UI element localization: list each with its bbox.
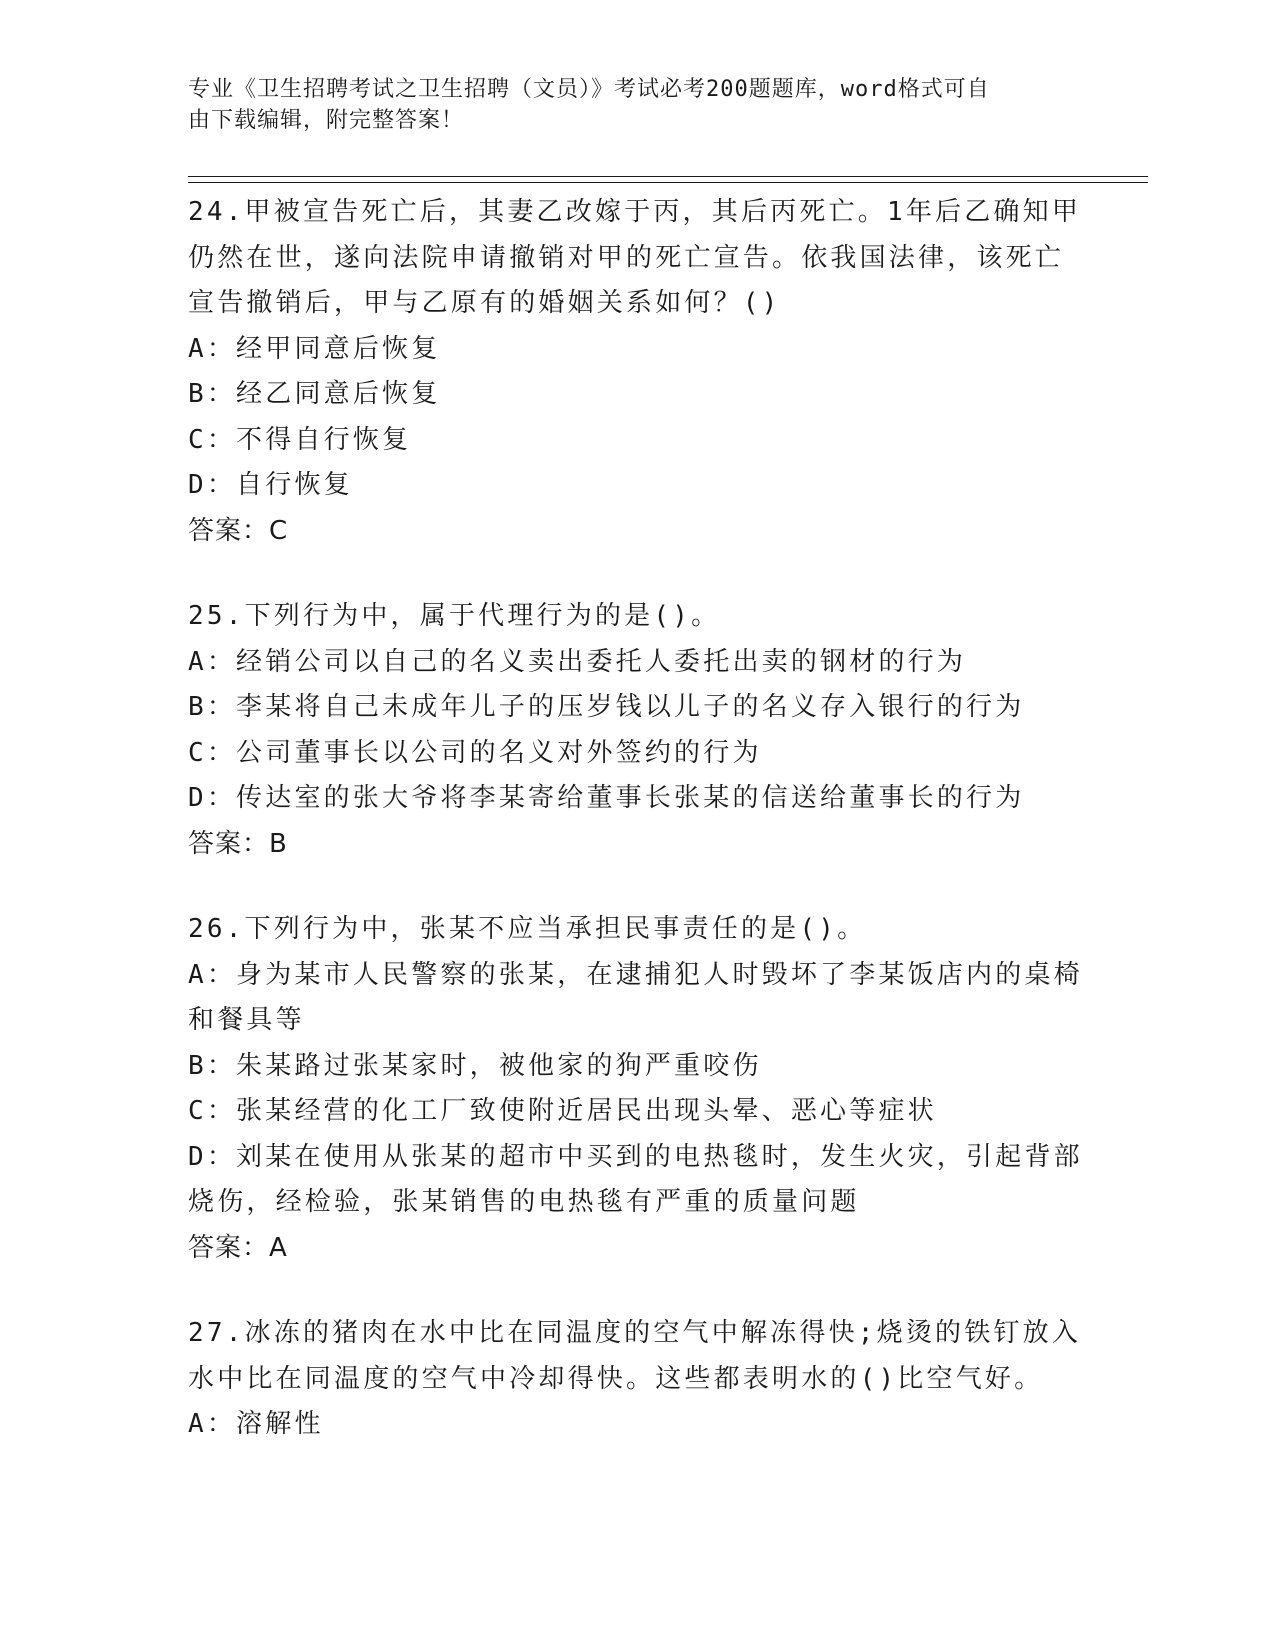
- answer-value: B: [269, 828, 288, 859]
- header-divider-bottom: [188, 182, 1148, 183]
- answer-line: [188, 1226, 1088, 1272]
- option-a: A：溶解性: [188, 1409, 324, 1439]
- header-line-1: 专业《卫生招聘考试之卫生招聘（文员）》考试必考200题题库，word格式可自: [188, 77, 990, 102]
- question-24: [188, 190, 1088, 554]
- question-26: [188, 907, 1088, 1271]
- option-d-line-1: D：刘某在使用从张某的超市中买到的电热毯时，发生火灾，引起背部: [188, 1141, 1083, 1172]
- question-stem-line: 25.下列行为中，属于代理行为的是()。: [188, 601, 721, 631]
- document-header: [188, 74, 1068, 136]
- answer-label: 答案：: [188, 1232, 270, 1263]
- question-list: [188, 190, 1088, 1488]
- option-c: C：不得自行恢复: [188, 424, 412, 455]
- option-a-line-1: A：身为某市人民警察的张某，在逮捕犯人时毁坏了李某饭店内的桌椅: [188, 959, 1083, 990]
- answer-value: C: [269, 515, 289, 546]
- answer-label: 答案：: [188, 515, 270, 546]
- header-divider-top: [188, 176, 1148, 177]
- question-27: [188, 1311, 1088, 1448]
- option-c: C：张某经营的化工厂致使附近居民出现头晕、恶心等症状: [188, 1096, 937, 1126]
- option-a: [188, 953, 1088, 1044]
- option-d: [188, 1135, 1088, 1226]
- question-stem-line: 宣告撤销后，甲与乙原有的婚姻关系如何？(): [188, 288, 781, 318]
- question-stem-line: 27.冰冻的猪肉在水中比在同温度的空气中解冻得快;烧烫的铁钉放入: [188, 1318, 1082, 1348]
- option-d: D：传达室的张大爷将李某寄给董事长张某的信送给董事长的行为: [188, 783, 1025, 813]
- option-d: D：自行恢复: [188, 470, 353, 500]
- answer-line: [188, 822, 1088, 868]
- question-stem-line: 26.下列行为中，张某不应当承担民事责任的是()。: [188, 914, 867, 944]
- option-a: A：经甲同意后恢复: [188, 333, 441, 364]
- option-c: C：公司董事长以公司的名义对外签约的行为: [188, 737, 762, 768]
- answer-value: A: [269, 1232, 288, 1263]
- answer-line: [188, 509, 1088, 555]
- option-b: B：李某将自己未成年儿子的压岁钱以儿子的名义存入银行的行为: [188, 692, 1025, 722]
- question-stem-line: 24.甲被宣告死亡后，其妻乙改嫁于丙，其后丙死亡。1年后乙确知甲: [188, 197, 1082, 227]
- option-d-line-2: 烧伤，经检验，张某销售的电热毯有严重的质量问题: [188, 1187, 860, 1217]
- header-line-2: 由下载编辑，附完整答案！: [188, 108, 465, 133]
- option-a-line-2: 和餐具等: [188, 1005, 305, 1035]
- question-stem-line: 仍然在世，遂向法院申请撤销对甲的死亡宣告。依我国法律，该死亡: [188, 242, 1065, 273]
- question-stem-line: 水中比在同温度的空气中冷却得快。这些都表明水的()比空气好。: [188, 1363, 1044, 1394]
- question-25: [188, 594, 1088, 867]
- option-b: B：朱某路过张某家时，被他家的狗严重咬伤: [188, 1050, 762, 1081]
- answer-label: 答案：: [188, 828, 270, 859]
- option-a: A：经销公司以自己的名义卖出委托人委托出卖的钢材的行为: [188, 646, 967, 677]
- option-b: B：经乙同意后恢复: [188, 379, 441, 409]
